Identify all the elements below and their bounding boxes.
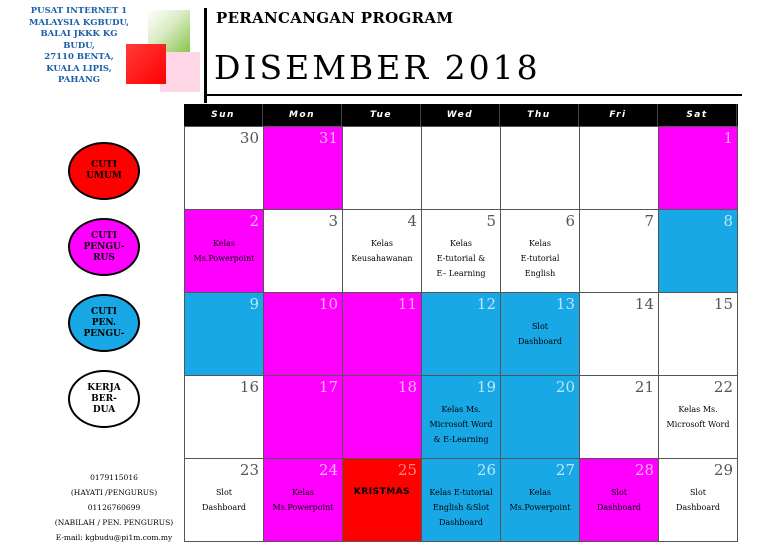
- day-event-note: Slot Dashboard: [596, 488, 642, 512]
- day-number: 7: [644, 212, 654, 230]
- decorative-pink-square: [160, 52, 200, 92]
- calendar-day-cell: [264, 127, 343, 210]
- calendar-day-cell: [659, 210, 738, 293]
- day-number: 13: [555, 295, 575, 313]
- calendar-day-cell: [343, 293, 422, 376]
- address-line: PUSAT INTERNET 1: [30, 6, 128, 16]
- day-number: 18: [397, 378, 417, 396]
- program-title: PERANCANGAN PROGRAM: [216, 9, 454, 27]
- address-line: MALAYSIA KGBUDU,: [28, 17, 130, 28]
- calendar-day-cell: [343, 127, 422, 210]
- calendar-day-cell: [185, 127, 264, 210]
- day-number: 21: [634, 378, 654, 396]
- weekday-label: Wed: [421, 104, 500, 126]
- day-number: 27: [555, 461, 575, 479]
- calendar-day-cell: [264, 459, 343, 542]
- day-event-note: Kelas Ms.Powerpoint: [272, 488, 334, 512]
- day-number: 11: [397, 295, 417, 313]
- day-number: 30: [239, 129, 259, 147]
- legend-label: CUTI PENGU- RUS: [83, 230, 125, 263]
- calendar-day-cell: [659, 376, 738, 459]
- address-line: 27110 BENTA,: [44, 52, 114, 62]
- day-number: 5: [486, 212, 496, 230]
- weekday-label: Tue: [342, 104, 421, 126]
- legend-assistant-manager-leave: [68, 294, 140, 352]
- day-number: 9: [249, 295, 259, 313]
- address-block: [14, 6, 144, 87]
- day-event-note: Slot Dashboard: [517, 322, 563, 346]
- day-number: 4: [407, 212, 417, 230]
- day-number: 15: [713, 295, 733, 313]
- calendar-day-cell: [501, 127, 580, 210]
- calendar-day-cell: [501, 376, 580, 459]
- day-number: 31: [318, 129, 338, 147]
- calendar-day-cell: [422, 127, 501, 210]
- contact-line: (HAYATI /PENGURUS): [70, 488, 158, 497]
- legend-label: KERJA BER- DUA: [87, 382, 121, 415]
- contact-block: [44, 470, 184, 545]
- calendar-day-cell: [264, 293, 343, 376]
- calendar-day-cell: [422, 459, 501, 542]
- contact-line: (NABILAH / PEN. PENGURUS): [54, 518, 174, 527]
- day-number: 14: [634, 295, 654, 313]
- legend-label: CUTI UMUM: [86, 160, 122, 181]
- calendar-day-cell: [501, 210, 580, 293]
- legend-manager-leave: [68, 218, 140, 276]
- calendar-day-cell: [580, 376, 659, 459]
- calendar-day-cell: [343, 210, 422, 293]
- day-number: 23: [239, 461, 259, 479]
- calendar-weekday-header: [184, 104, 738, 126]
- day-number: 24: [318, 461, 338, 479]
- day-number: 29: [713, 461, 733, 479]
- calendar-day-cell: [422, 376, 501, 459]
- calendar-day-cell: [659, 459, 738, 542]
- header-vertical-rule: [204, 8, 207, 103]
- day-event-note: Kelas E-tutorial & E– Learning: [436, 239, 486, 278]
- calendar-day-cell: [422, 293, 501, 376]
- day-event-note: Kelas Ms.Powerpoint: [193, 239, 255, 263]
- day-number: 16: [239, 378, 259, 396]
- weekday-label: Sun: [184, 104, 263, 126]
- calendar: [184, 104, 738, 542]
- day-number: 10: [318, 295, 338, 313]
- day-event-note: Kelas E-tutorial English: [520, 239, 560, 278]
- day-number: 25: [397, 461, 417, 479]
- day-number: 28: [634, 461, 654, 479]
- calendar-day-cell: [185, 293, 264, 376]
- address-line: KUALA LIPIS,: [46, 63, 112, 74]
- day-event-note: Kelas E-tutorial English &Slot Dashboard: [429, 488, 493, 527]
- weekday-label: Mon: [263, 104, 342, 126]
- day-event-note: Kelas Ms.Powerpoint: [509, 488, 571, 512]
- day-event-note: Kelas Ms. Microsoft Word & E-Learning: [429, 405, 493, 444]
- address-line: PAHANG: [57, 75, 101, 85]
- day-number: 26: [476, 461, 496, 479]
- day-number: 1: [723, 129, 733, 147]
- day-number: 17: [318, 378, 338, 396]
- day-number: 22: [713, 378, 733, 396]
- address-line: BUDU,: [63, 40, 95, 51]
- day-number: 2: [249, 212, 259, 230]
- day-event-note: Slot Dashboard: [675, 488, 721, 512]
- calendar-day-cell: [185, 210, 264, 293]
- calendar-day-cell: [659, 293, 738, 376]
- month-title: DISEMBER 2018: [214, 48, 541, 87]
- header-horizontal-rule: [204, 94, 742, 96]
- calendar-day-cell: [580, 293, 659, 376]
- day-number: 8: [723, 212, 733, 230]
- day-event-note: Kelas Keusahawanan: [351, 239, 413, 263]
- address-line: BALAI JKKK KG: [40, 29, 118, 39]
- calendar-day-cell: [501, 293, 580, 376]
- calendar-day-cell: [580, 210, 659, 293]
- calendar-day-cell: [659, 127, 738, 210]
- calendar-day-cell: [422, 210, 501, 293]
- calendar-day-cell: [343, 459, 422, 542]
- day-number: 12: [476, 295, 496, 313]
- contact-line: E-mail: kgbudu@pi1m.com.my: [55, 533, 173, 542]
- calendar-day-cell: [264, 210, 343, 293]
- calendar-day-cell: [580, 127, 659, 210]
- calendar-day-cell: [264, 376, 343, 459]
- weekday-label: Thu: [500, 104, 579, 126]
- legend-work-together: [68, 370, 140, 428]
- calendar-day-cell: [185, 459, 264, 542]
- legend-label: CUTI PEN. PENGU-: [83, 306, 125, 339]
- weekday-label: Fri: [579, 104, 658, 126]
- day-number: 6: [565, 212, 575, 230]
- legend-public-holiday: [68, 142, 140, 200]
- day-number: 3: [328, 212, 338, 230]
- calendar-day-cell: [343, 376, 422, 459]
- calendar-day-cell: [185, 376, 264, 459]
- contact-line: 01126760699: [87, 503, 141, 512]
- weekday-label: Sat: [658, 104, 737, 126]
- day-number: 20: [555, 378, 575, 396]
- day-event-note: Kelas Ms. Microsoft Word: [666, 405, 730, 429]
- day-event-note: KRISTMAS: [353, 487, 411, 497]
- calendar-day-cell: [580, 459, 659, 542]
- day-number: 19: [476, 378, 496, 396]
- day-event-note: Slot Dashboard: [201, 488, 247, 512]
- calendar-grid: [184, 126, 738, 542]
- contact-line: 0179115016: [90, 473, 138, 482]
- calendar-day-cell: [501, 459, 580, 542]
